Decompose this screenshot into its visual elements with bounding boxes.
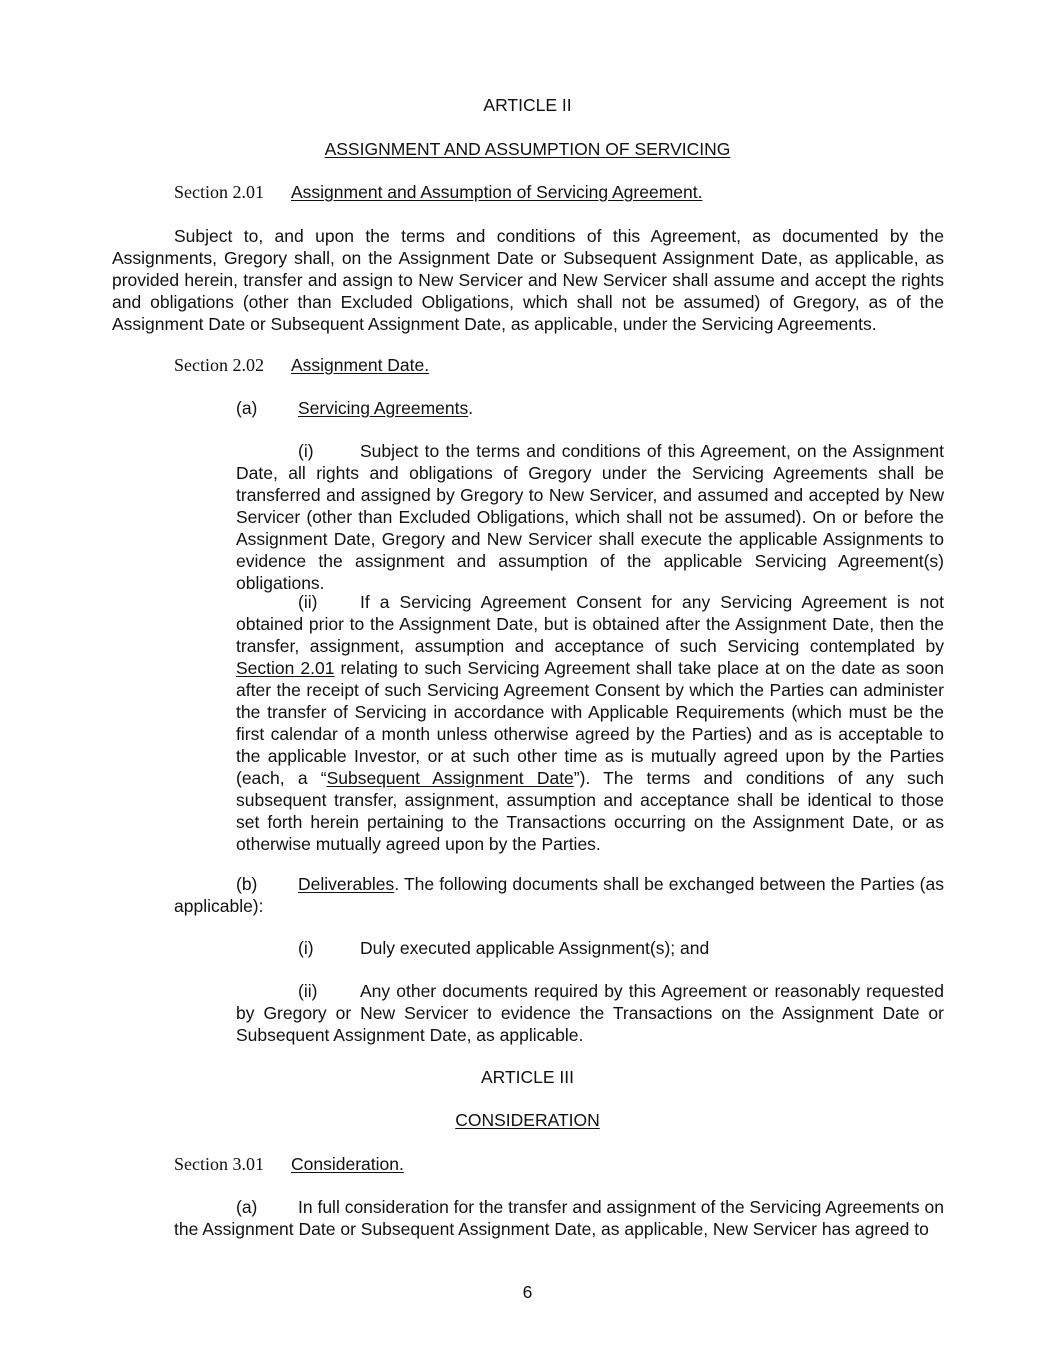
subsection-b-number: (b) xyxy=(236,874,258,894)
section-2-01-body: Subject to, and upon the terms and conditions of this Agreement, as documented by the Assignments, Gregory shall, on the Assignment Date or Subsequent Assignment Date, as applicable, as provided herein, transfer and assign to New Servicer and New Servicer shall assume and accept the rights and obligations (other than Excluded Obligations, which shall not be assumed) of Gregory, as of the Assignment Date or Subsequent Assignment Date, as applicable, under the Servicing Agreements. xyxy=(112,226,944,334)
clause-a-ii-text-2: relating to such Servicing Agreement shall take place at on the date as soon after the receipt of such Servicing Agreement Consent by which the Parties can administer the transfer of Servicing in accordance with Applicable Requirements (which must be the first calendar of a month unless otherwise agreed by the Parties) and as is acceptable to the applicable Investor, or at such other time as is mutually agreed upon by the Parties (each, a “ xyxy=(236,658,945,788)
clause-a-ii-number: (ii) xyxy=(298,592,318,612)
section-2-02-title xyxy=(291,354,429,376)
section-3-01-a xyxy=(174,1196,944,1240)
section-2-01-reference-link[interactable]: Section 2.01 xyxy=(236,658,335,678)
article-3-heading: ARTICLE III xyxy=(480,1067,575,1087)
article-3-title xyxy=(0,1109,1055,1131)
subsection-a-title xyxy=(298,397,473,419)
clause-b-i xyxy=(236,937,944,959)
section-3-01-a-text: In full consideration for the transfer and assignment of the Servicing Agreements on the Assignment Date or Subsequent Assignment Date, as applicable, New Servicer has agreed to xyxy=(174,1197,944,1239)
section-3-01-label: Section 3.01 xyxy=(174,1154,264,1174)
clause-a-i xyxy=(236,440,944,594)
subsection-b-text: . The following documents shall be exchanged between the Parties (as applicable): xyxy=(174,874,944,916)
subsequent-assignment-date-term: Subsequent Assignment Date xyxy=(326,768,574,788)
article-2-title xyxy=(0,138,1055,160)
section-3-01-title xyxy=(291,1153,404,1175)
subsection-b-title: Deliverables xyxy=(298,874,395,894)
subsection-a-title-period: . xyxy=(468,398,474,418)
clause-a-i-text: Subject to the terms and conditions of this Agreement, on the Assignment Date, all rights and obligations of Gregory under the Servicing Agreements shall be transferred and assigned by Gregory to New Servicer, and assumed and accepted by New Servicer (other than Excluded Obligations, which shall not be assumed). On or before the Assignment Date, Gregory and New Servicer shall execute the applicable Assignments to evidence the assignment and assumption of the applicable Servicing Agreement(s) obligations. xyxy=(236,441,944,593)
section-3-01-title-text: Consideration. xyxy=(291,1154,404,1174)
section-2-01-title xyxy=(291,181,702,203)
article-2-heading: ARTICLE II xyxy=(483,95,572,115)
article-2-title-text: ASSIGNMENT AND ASSUMPTION OF SERVICING xyxy=(324,139,731,159)
clause-b-i-text: Duly executed applicable Assignment(s); and xyxy=(360,938,710,958)
clause-b-i-number: (i) xyxy=(298,938,314,958)
subsection-b xyxy=(174,873,944,917)
subsection-a-number: (a) xyxy=(236,398,258,418)
article-3-title-text: CONSIDERATION xyxy=(455,1110,600,1130)
subsection-a-title-text: Servicing Agreements xyxy=(298,398,469,418)
clause-a-i-number: (i) xyxy=(298,441,314,461)
clause-b-ii xyxy=(236,980,944,1046)
section-2-01-title-text: Assignment and Assumption of Servicing Agreement. xyxy=(291,182,703,202)
section-3-01-a-number: (a) xyxy=(236,1197,258,1217)
clause-b-ii-number: (ii) xyxy=(298,981,318,1001)
section-2-02-title-text: Assignment Date. xyxy=(291,355,430,375)
section-2-01-label: Section 2.01 xyxy=(174,182,264,202)
page-number: 6 xyxy=(522,1282,533,1302)
clause-a-ii-text-3: ”). The terms and conditions of any such subsequent transfer, assignment, assumption and acceptance shall be identical to those set forth herein pertaining to the Transactions occurring on the Assignment Date, or as otherwise mutually agreed upon by the Parties. xyxy=(236,768,944,854)
clause-a-ii-text-1: If a Servicing Agreement Consent for any Servicing Agreement is not obtained prior to the Assignment Date, but is obtained after the Assignment Date, then the transfer, assignment, assumption and acceptance of such Servicing contemplated by xyxy=(236,592,944,656)
section-2-02-label: Section 2.02 xyxy=(174,355,264,375)
clause-a-ii xyxy=(236,591,944,855)
clause-b-ii-text: Any other documents required by this Agreement or reasonably requested by Gregory or New Servicer to evidence the Transactions on the Assignment Date or Subsequent Assignment Date, as applicable. xyxy=(236,981,944,1045)
